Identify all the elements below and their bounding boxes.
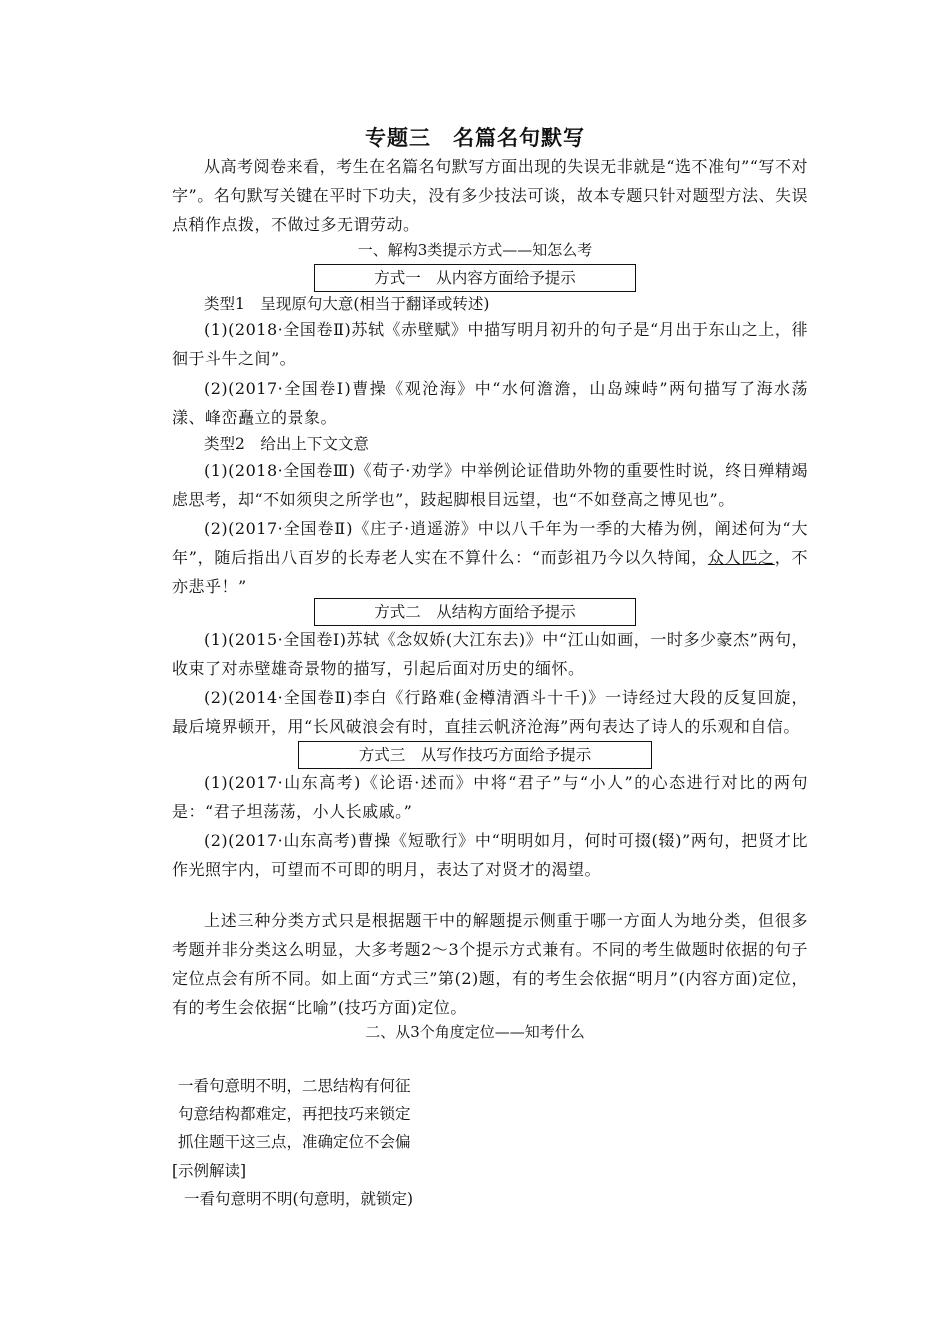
example-line: 一看句意明不明(句意明，就锁定) <box>184 1190 414 1208</box>
page-title: 专题三 名篇名句默写 <box>365 126 585 150</box>
underlined-answer: 众人匹之 <box>707 548 775 567</box>
verse-line-3: 抓住题干这三点，准确定位不会偏 <box>178 1133 411 1151</box>
type1-question-1: (1)(2018·全国卷Ⅱ)苏轼《赤壁赋》中描写明月初升的句子是“月出于东山之上，徘徊于斗牛之间”。 <box>172 320 808 368</box>
type2-question-2 <box>172 514 808 601</box>
mode3-box: 方式三 从写作技巧方面给予提示 <box>298 741 652 769</box>
type2-question-2-text-a: (2)(2017·全国卷Ⅱ)《庄子·逍遥游》中以八千年为一季的大椿为例，阐述何为“大年”，随后指出八百岁的长寿老人实在不算什么：“而彭祖乃今以久特闻， <box>172 519 808 567</box>
verse-line-1: 一看句意明不明，二思结构有何征 <box>178 1077 411 1095</box>
example-label: [示例解读] <box>172 1162 247 1180</box>
intro-paragraph: 从高考阅卷来看，考生在名篇名句默写方面出现的失误无非就是“选不准句”“写不对字”。名句默写关键在平时下功夫，没有多少技法可谈，故本专题只针对题型方法、失误点稍作点拨，不做过多无谓劳动。 <box>172 157 808 234</box>
summary-paragraph: 上述三种分类方式只是根据题干中的解题提示侧重于哪一方面人为地分类，但很多考题并非分类这么明显，大多考题2～3个提示方式兼有。不同的考生做题时依据的句子定位点会有所不同。如上面“方式三”第(2)题，有的考生会依据“明月”(内容方面)定位，有的考生会依据“比喻”(技巧方面)定位。 <box>172 911 808 1017</box>
mode2-question-1: (1)(2015·全国卷Ⅰ)苏轼《念奴娇(大江东去)》中“江山如画，一时多少豪杰”两句，收束了对赤壁雄奇景物的描写，引起后面对历史的缅怀。 <box>172 630 808 678</box>
section-heading-2: 二、从3个角度定位——知考什么 <box>365 1023 585 1041</box>
type1-question-2: (2)(2017·全国卷Ⅰ)曹操《观沧海》中“水何澹澹，山岛竦峙”两句描写了海水荡漾、峰峦矗立的景象。 <box>172 379 808 427</box>
mode3-question-2: (2)(2017·山东高考)曹操《短歌行》中“明明如月，何时可掇(辍)”两句，把贤才比作光照宇内，可望而不可即的明月，表达了对贤才的渴望。 <box>172 831 808 879</box>
mode3-question-1: (1)(2017·山东高考)《论语·述而》中将“君子”与“小人”的心态进行对比的两句是：“君子坦荡荡，小人长戚戚。” <box>172 773 808 821</box>
mode2-box: 方式二 从结构方面给予提示 <box>314 598 636 626</box>
mode2-question-2: (2)(2014·全国卷Ⅱ)李白《行路难(金樽清酒斗十千)》一诗经过大段的反复回旋，最后境界顿开，用“长风破浪会有时，直挂云帆济沧海”两句表达了诗人的乐观和自信。 <box>172 688 808 736</box>
verse-line-2: 句意结构都难定，再把技巧来锁定 <box>178 1105 411 1123</box>
type2-question-2-text-b: ，不亦悲乎！” <box>172 548 808 596</box>
type2-question-1: (1)(2018·全国卷Ⅲ)《荀子·劝学》中举例论证借助外物的重要性时说，终日殚精竭虑思考，却“不如须臾之所学也”，跂起脚根目远望，也“不如登高之博见也”。 <box>172 461 808 509</box>
section-heading-1: 一、解构3类提示方式——知怎么考 <box>357 241 593 259</box>
type2-heading: 类型2 给出上下文文意 <box>204 435 369 453</box>
type1-heading: 类型1 呈现原句大意(相当于翻译或转述) <box>204 295 490 313</box>
mode1-box: 方式一 从内容方面给予提示 <box>314 264 636 292</box>
